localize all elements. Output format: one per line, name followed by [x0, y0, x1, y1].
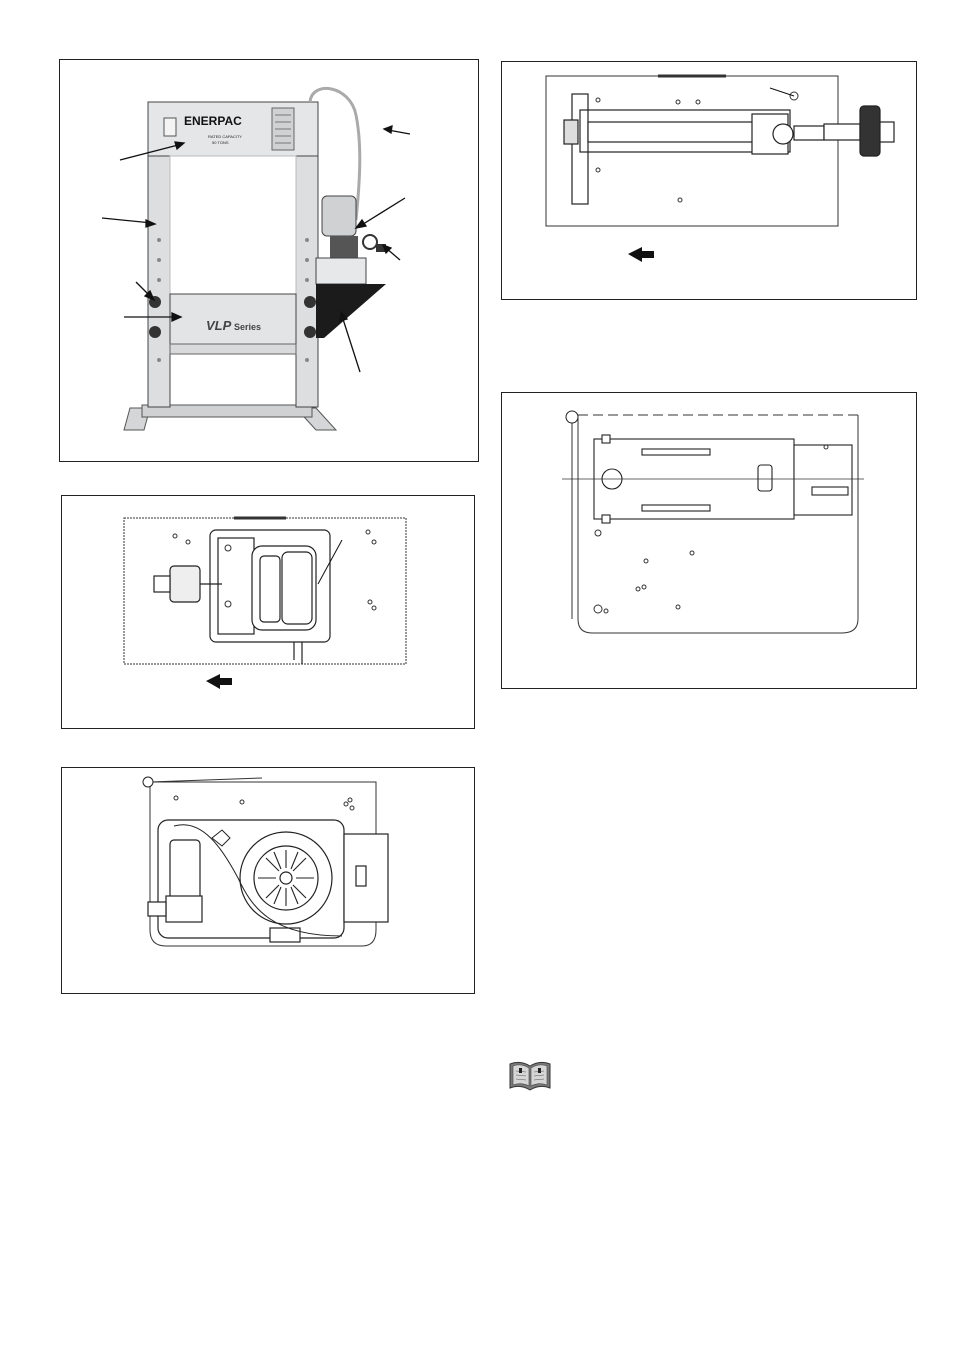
figure-press-photo — [59, 59, 479, 462]
electric-pump — [316, 196, 386, 338]
figure-motor-schematic — [61, 767, 475, 994]
base-plate-outline — [546, 76, 838, 226]
figure-cylinder-schematic — [501, 392, 917, 689]
series-logo-word: Series — [234, 322, 262, 332]
press-bed — [170, 294, 296, 344]
lifting-eye — [566, 411, 578, 423]
left-arrow-icon — [206, 674, 232, 689]
gauge-window — [164, 118, 176, 136]
motor-assembly — [148, 820, 388, 942]
left-arrow-icon — [628, 247, 654, 262]
capacity-plate-line2: 50 TONS — [212, 140, 229, 145]
capacity-plate-line1: RATED CAPACITY — [208, 134, 243, 139]
series-logo-mark: VLP — [206, 318, 232, 333]
pump-body — [154, 530, 330, 664]
lifting-eye — [143, 777, 153, 787]
pressure-gauge — [363, 235, 377, 249]
figure-reservoir-schematic — [61, 495, 475, 729]
open-book-icon — [508, 1058, 552, 1092]
figure-valve-schematic — [501, 61, 917, 300]
press-base — [124, 405, 336, 430]
valve-assembly — [564, 94, 894, 204]
brand-logo: ENERPAC — [184, 114, 242, 128]
